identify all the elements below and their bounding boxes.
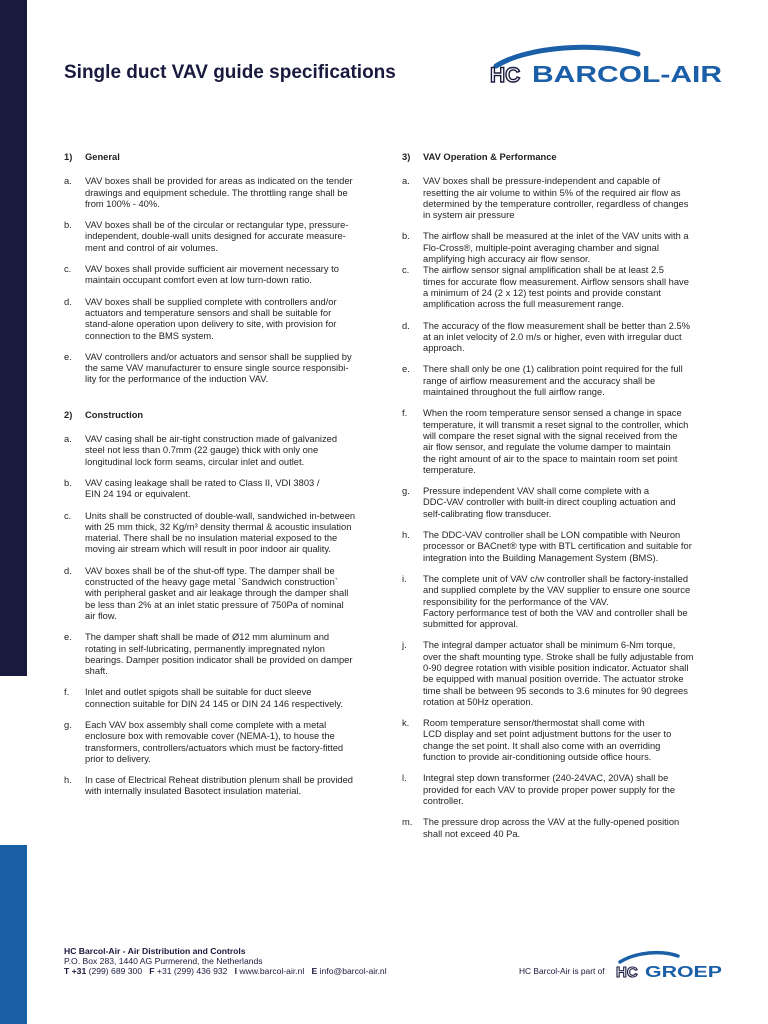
spec-item-label: c. — [64, 510, 72, 521]
spec-item-label: c. — [402, 265, 410, 276]
spec-item-text: VAV casing leakage shall be rated to Class II, VDI 3803 / EIN 24 194 or equivalent. — [85, 477, 320, 500]
section-title: VAV Operation & Performance — [423, 152, 557, 162]
spec-item-label: m. — [402, 817, 413, 828]
spec-item-text: Units shall be constructed of double-wall, sandwiched in-between with 25 mm thick, 32 Kg/m³ density thermal & acoustic insulation material. There shall be no insulation material exposed to the moving air stream which will result in poor indoor air quality. — [85, 510, 356, 555]
spec-item-text: VAV controllers and/or actuators and sensor shall be supplied by the same VAV manufacturer to ensure single source responsibi- lity for the performance of the induction VAV. — [85, 351, 352, 385]
groep-text: GROEP — [645, 964, 723, 980]
side-bar-blue — [0, 845, 27, 1024]
section-number: 2) — [64, 409, 73, 420]
spec-item-text: VAV boxes shall be of the shut-off type. The damper shall be constructed of the heavy gage metal `Sandwich construction` with peripheral gasket and air leakage through the damper shall be less than 2% at an inlet static pressure of 750Pa of nominal air flow. — [85, 565, 349, 621]
spec-item-text: VAV boxes shall be provided for areas as indicated on the tender drawings and equipment schedule. The throttling range shall be from 100% - 40%. — [85, 176, 353, 209]
section-number: 3) — [402, 152, 411, 162]
spec-item-label: e. — [64, 351, 72, 362]
left-column — [64, 152, 380, 798]
spec-item — [64, 434, 380, 468]
spec-item — [64, 511, 380, 556]
footer-address: P.O. Box 283, 1440 AG Purmerend, the Netherlands — [64, 956, 263, 967]
spec-item — [402, 408, 718, 476]
logo-mark: HC — [490, 64, 521, 87]
spec-item — [402, 176, 718, 221]
spec-item — [64, 297, 380, 342]
spec-item-text: Each VAV box assembly shall come complete with a metal enclosure box with removable cover (NEMA-1), to house the transformers, controllers/actuators which must be factory-fitted prior to delivery. — [85, 719, 344, 764]
part-of-text: HC Barcol-Air is part of — [519, 966, 605, 976]
footer-company: HC Barcol-Air - Air Distribution and Controls — [64, 946, 246, 956]
section-title: Construction — [85, 409, 144, 420]
spec-item-label: e. — [402, 364, 410, 375]
spec-item — [402, 817, 718, 840]
section-heading — [64, 152, 380, 163]
spec-item-text: The airflow sensor signal amplification shall be at least 2.5 times for accurate flow measurement. Airflow sensors shall have a minimum of 24 (2 x 12) test points and provide constant amplification across the full measurement range. — [423, 265, 689, 310]
spec-item-label: c. — [64, 264, 72, 275]
spec-item-text: Inlet and outlet spigots shall be suitable for duct sleeve connection suitable for DIN 24 145 or DIN 24 146 respectively. — [85, 687, 343, 709]
spec-item-text: Integral step down transformer (240-24VAC, 20VA) shall be provided for each VAV to provide proper power supply for the controller. — [423, 773, 676, 806]
phone-label: T — [64, 966, 70, 977]
email-label: E — [311, 966, 318, 977]
section-heading — [64, 410, 380, 421]
fax-number: +31 (299) 436 932 — [154, 966, 228, 977]
spec-item-text: VAV boxes shall provide sufficient air movement necessary to maintain occupant comfort even at low turn-down ratio. — [85, 264, 339, 286]
spec-item-text: Room temperature sensor/thermostat shall come with LCD display and set point adjustment buttons for the user to change the set point. It shall also come with an overriding function to provide air-conditioning outside office hours. — [423, 718, 672, 763]
spec-item-label: f. — [402, 408, 408, 419]
section-number: 1) — [64, 152, 73, 162]
spec-item — [402, 718, 718, 763]
spec-item-label: a. — [64, 176, 72, 187]
spec-item-label: i. — [402, 573, 407, 584]
spec-item — [402, 486, 718, 520]
spec-item — [402, 574, 718, 630]
spec-item-label: h. — [402, 530, 410, 541]
spec-item — [402, 265, 718, 310]
spec-item-label: d. — [402, 320, 410, 331]
spec-item — [64, 352, 380, 386]
spec-item — [402, 231, 718, 265]
spec-item-text: VAV boxes shall be pressure-independent and capable of resetting the air volume to within 5% of the required air flow as determined by the temperature controller, regardless of changes in system air pressure — [423, 176, 689, 221]
spec-item — [64, 264, 380, 287]
spec-item-text: The DDC-VAV controller shall be LON compatible with Neuron processor or BACnet® type with BTL certification and suitable for integration into the Building Management System (BMS). — [423, 530, 692, 563]
web-label: I — [234, 966, 237, 977]
spec-item — [64, 720, 380, 765]
spec-item-label: e. — [64, 632, 72, 643]
spec-item-text: The airflow shall be measured at the inlet of the VAV units with a Flo-Cross®, multiple-point averaging chamber and signal amplifying high accuracy air flow sensor. — [423, 231, 689, 265]
spec-item-label: f. — [64, 687, 70, 698]
spec-item-label: b. — [402, 231, 410, 242]
spec-item-text: Pressure independent VAV shall come complete with a DDC-VAV controller with built-in direct coupling actuation and self-calibrating flow transducer. — [423, 486, 676, 519]
phone-number: (299) 689 300 — [86, 966, 143, 977]
spec-item-label: k. — [402, 718, 410, 729]
page-title: Single duct VAV guide specifications — [64, 62, 396, 83]
right-column — [402, 152, 718, 840]
spec-item — [402, 364, 718, 398]
barcol-air-logo — [488, 44, 724, 90]
spec-item — [64, 176, 380, 210]
spec-item — [64, 566, 380, 622]
spec-item-text: VAV boxes shall be of the circular or rectangular type, pressure- independent, double-wall units designed for accurate measure- ment and control of air volumes. — [85, 220, 349, 253]
web-link[interactable]: www.barcol-air.nl — [236, 966, 305, 977]
spec-item-text: There shall only be one (1) calibration point required for the full range of airflow measurement and the accuracy shall be maintained throughout the full airflow range. — [423, 364, 683, 398]
spec-item-label: b. — [64, 477, 72, 488]
spec-item-label: g. — [402, 486, 410, 497]
email-link[interactable]: info@barcol-air.nl — [317, 966, 387, 977]
spec-item — [64, 687, 380, 710]
spec-item — [64, 478, 380, 501]
logo-text: BARCOL-AIR — [532, 61, 723, 87]
spec-item-text: The accuracy of the flow measurement shall be better than 2.5% at an inlet velocity of 2.0 m/s or higher, even with irregular duct approach. — [423, 320, 690, 354]
spec-item-text: VAV casing shall be air-tight construction made of galvanized steel not less than 0.7mm (22 gauge) thick with only one longitudinal lock form seams, circular inlet and outlet. — [85, 434, 338, 467]
spec-item-text: The damper shaft shall be made of Ø12 mm aluminum and rotating in self-lubricating, permanently impregnated nylon bearings. Damper position indicator shall be provided on damper shaft. — [85, 632, 353, 677]
groep-mark: HC — [616, 964, 638, 980]
spec-item-label: j. — [402, 640, 407, 651]
spec-item — [64, 220, 380, 254]
spec-item-label: b. — [64, 220, 72, 231]
spec-item-label: a. — [402, 176, 410, 187]
spec-item-text: VAV boxes shall be supplied complete with controllers and/or actuators and temperature sensors and shall be suitable for stand-alone operation upon delivery to site, with provision for connection to the BMS system. — [85, 296, 337, 341]
section-heading — [402, 152, 718, 163]
section-title: General — [85, 152, 120, 162]
spec-item-text: In case of Electrical Reheat distribution plenum shall be provided with internally insulated Basotect insulation material. — [85, 775, 354, 797]
spec-item-text: The integral damper actuator shall be minimum 6-Nm torque, over the shaft mounting type. Stroke shall be fully adjustable from 0-90 degree rotation with visible position indicator. Actuator shall be equipped with manual position override. The actuator stroke time shall be between 95 seconds to 3.6 minutes for 90 degrees rotation at 50Hz operation. — [423, 640, 694, 707]
fax-label: F — [149, 966, 155, 977]
side-bar-dark — [0, 0, 27, 676]
hc-groep-logo — [614, 950, 724, 980]
footer-contact — [64, 946, 387, 977]
phone-prefix: +31 — [71, 966, 87, 977]
spec-item — [402, 530, 718, 564]
spec-item-text: When the room temperature sensor sensed a change in space temperature, it will transmit a reset signal to the controller, which will compare the reset signal with the signal received from the air flow sensor, and regulate the volume damper to maintain the right amount of air to the space to maintain room set point temperature. — [423, 408, 689, 475]
footer-contact-line — [64, 966, 387, 976]
spec-item-text: The complete unit of VAV c/w controller shall be factory-installed and supplied complete by the VAV supplier to ensure one source responsibility for the performance of the VAV. Factory performance test of both the VAV and controller shall be submitted for approval. — [423, 573, 691, 630]
spec-item-label: g. — [64, 719, 72, 730]
spec-item-text: The pressure drop across the VAV at the fully-opened position shall not exceed 40 Pa. — [423, 817, 680, 839]
spec-item-label: h. — [64, 775, 72, 786]
spec-item-label: l. — [402, 773, 407, 784]
spec-item-label: a. — [64, 434, 72, 445]
spec-item-label: d. — [64, 565, 72, 576]
spec-item — [64, 632, 380, 677]
spec-item-label: d. — [64, 296, 72, 307]
spec-item — [402, 773, 718, 807]
spec-item — [402, 640, 718, 708]
spec-item — [64, 775, 380, 798]
spec-item — [402, 321, 718, 355]
